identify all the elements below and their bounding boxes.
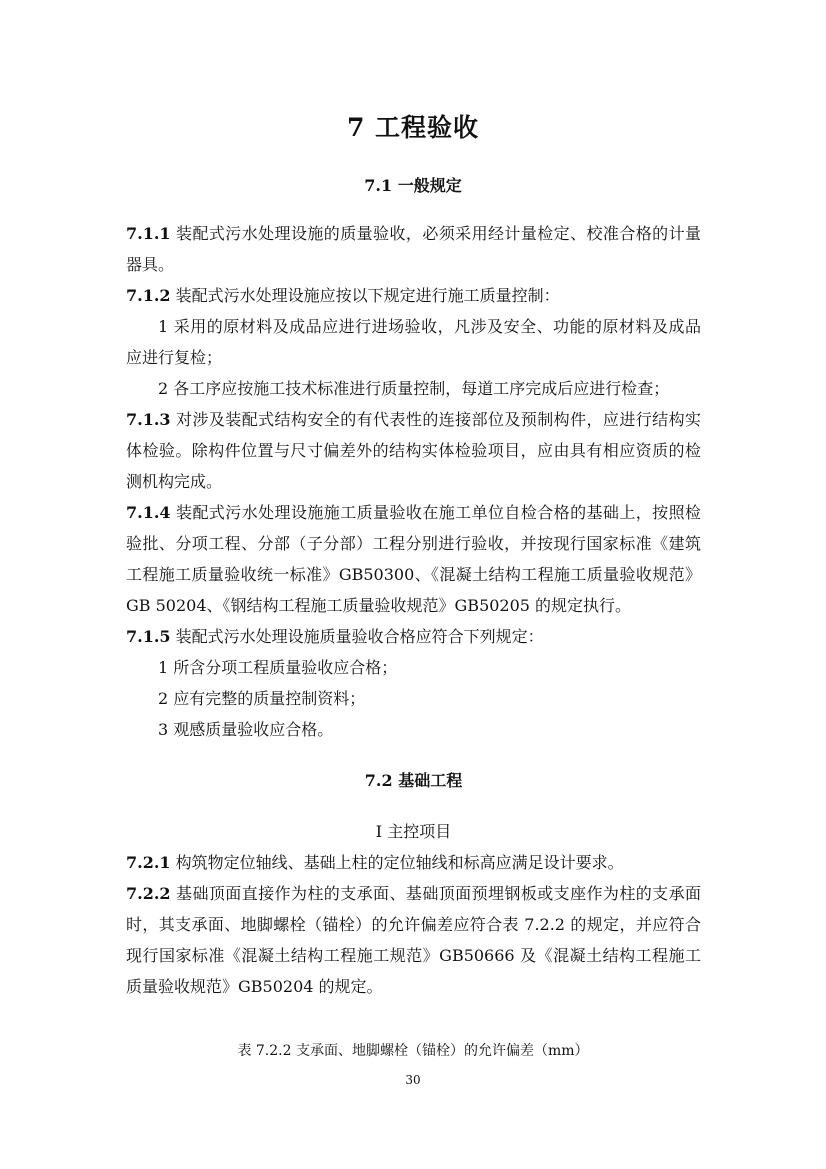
subheading-main-control-items: Ⅰ 主控项目 — [375, 822, 452, 841]
clause-item-7-1-2-1: 1 采用的原材料及成品应进行进场验收，凡涉及安全、功能的原材料及成品应进行复检； — [126, 317, 701, 367]
clause-text: 装配式污水处理设施应按以下规定进行施工质量控制： — [170, 286, 560, 305]
clause-item-7-1-5-2: 2 应有完整的质量控制资料； — [158, 689, 366, 708]
clause-7-2-2 — [126, 878, 701, 1002]
clause-number: 7.1.3 — [126, 410, 171, 429]
clause-item-7-1-2-2: 2 各工序应按施工技术标准进行质量控制，每道工序完成后应进行检查； — [158, 379, 670, 398]
table-caption: 表 7.2.2 支承面、地脚螺栓（锚栓）的允许偏差（mm） — [237, 1043, 589, 1059]
clause-number: 7.1.2 — [126, 286, 171, 305]
chapter-title: 7 工程验收 — [346, 113, 480, 142]
clause-text: 装配式污水处理设施的质量验收，必须采用经计量检定、校准合格的计量器具。 — [126, 224, 701, 274]
section-heading-7-2: 7.2 基础工程 — [364, 771, 463, 790]
clause-7-1-2 — [126, 280, 701, 311]
clause-number: 7.2.1 — [126, 853, 171, 872]
clause-item-7-1-5-1: 1 所含分项工程质量验收应合格； — [158, 658, 398, 677]
clause-7-2-1 — [126, 847, 701, 878]
clause-text: 基础顶面直接作为柱的支承面、基础顶面预埋钢板或支座作为柱的支承面时，其支承面、地脚螺栓（锚栓）的允许偏差应符合表 7.2.2 的规定，并应符合现行国家标准《混凝土结构工程施工规范》GB50666 及《混凝土结构工程施工质量验收规范》GB50204 的规定。 — [126, 884, 701, 996]
clause-7-1-1 — [126, 218, 701, 280]
body-text — [126, 218, 701, 1002]
clause-item-7-1-5-3: 3 观感质量验收应合格。 — [158, 720, 334, 739]
page-number: 30 — [405, 1073, 421, 1087]
clause-7-1-5 — [126, 621, 701, 652]
clause-7-1-4 — [126, 497, 701, 621]
clause-number: 7.2.2 — [126, 884, 171, 903]
clause-text: 对涉及装配式结构安全的有代表性的连接部位及预制构件，应进行结构实体检验。除构件位置与尺寸偏差外的结构实体检验项目，应由具有相应资质的检测机构完成。 — [126, 410, 701, 491]
clause-text: 装配式污水处理设施质量验收合格应符合下列规定： — [170, 627, 544, 646]
clause-7-1-3 — [126, 404, 701, 497]
clause-number: 7.1.4 — [126, 503, 171, 522]
clause-text: 构筑物定位轴线、基础上柱的定位轴线和标高应满足设计要求。 — [170, 853, 624, 872]
clause-text: 装配式污水处理设施施工质量验收在施工单位自检合格的基础上，按照检验批、分项工程、分部（子分部）工程分别进行验收，并按现行国家标准《建筑工程施工质量验收统一标准》GB50300、《混凝土结构工程施工质量验收规范》GB 50204、《钢结构工程施工质量验收规范》GB50205 的规定执行。 — [126, 503, 701, 615]
clause-number: 7.1.5 — [126, 627, 171, 646]
section-heading-7-1: 7.1 一般规定 — [364, 176, 462, 195]
clause-number: 7.1.1 — [126, 224, 171, 243]
